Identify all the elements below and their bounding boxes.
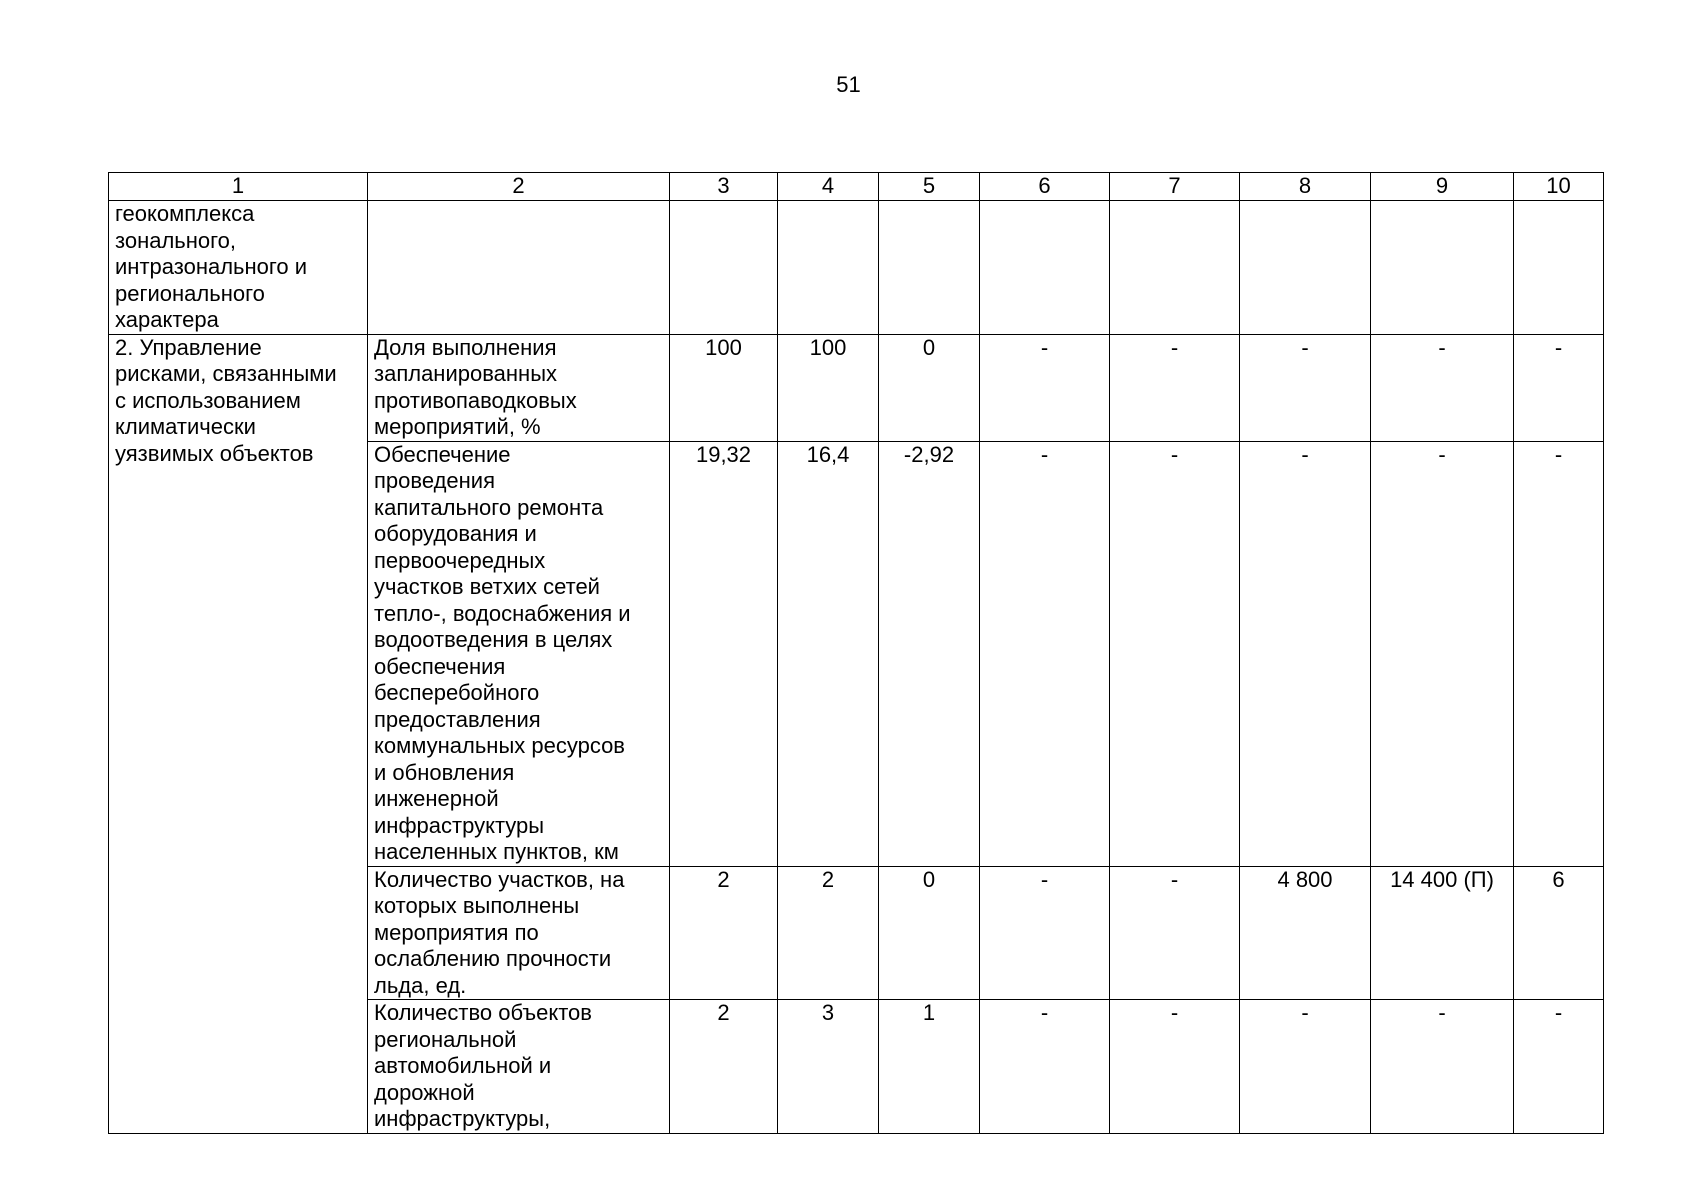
text-line: участков ветхих сетей <box>374 574 600 599</box>
text-line: проведения <box>374 468 495 493</box>
text-line: ослаблению прочности <box>374 946 612 971</box>
text-line: инженерной <box>374 786 499 811</box>
empty-cell <box>1110 201 1240 335</box>
text-line: автомобильной и <box>374 1053 552 1078</box>
text-line: противопаводковых <box>374 387 577 413</box>
value-cell: - <box>1240 334 1371 441</box>
text-line: климатически <box>115 414 256 439</box>
column-number-row <box>109 173 1604 201</box>
value-cell: - <box>1371 441 1514 866</box>
text-line: зонального, <box>115 227 237 253</box>
column-header: 2 <box>368 173 670 201</box>
page-number: 51 <box>836 72 861 97</box>
text-line: мероприятия по <box>374 919 539 945</box>
text-line: регионального <box>115 280 265 306</box>
value-cell: 16,4 <box>778 441 879 866</box>
text-line: капитального ремонта <box>374 494 604 520</box>
column-header: 4 <box>778 173 879 201</box>
value-cell: - <box>1514 441 1604 866</box>
empty-cell <box>879 201 980 335</box>
text-line: с использованием <box>115 387 301 413</box>
column-header: 5 <box>879 173 980 201</box>
value-cell: 2 <box>670 866 778 1000</box>
value-cell: - <box>1110 334 1240 441</box>
value-cell: 19,32 <box>670 441 778 866</box>
column-header: 6 <box>980 173 1110 201</box>
text-line: и обновления <box>374 759 515 785</box>
value-cell: - <box>980 441 1110 866</box>
column-header: 3 <box>670 173 778 201</box>
column-header: 1 <box>109 173 368 201</box>
value-cell: - <box>1371 334 1514 441</box>
value-cell: 1 <box>879 1000 980 1134</box>
value-cell: 2 <box>778 866 879 1000</box>
value-cell: 0 <box>879 334 980 441</box>
empty-cell <box>670 201 778 335</box>
text-line: инфраструктуры, <box>374 1106 551 1131</box>
indicators-table <box>108 172 1604 1134</box>
continued-goal-cell <box>109 201 368 335</box>
text-line: предоставления <box>374 706 541 732</box>
text-line: Доля выполнения <box>374 334 557 360</box>
text-line: водоотведения в целях <box>374 627 613 652</box>
empty-cell <box>778 201 879 335</box>
value-cell: - <box>1110 1000 1240 1134</box>
value-cell: - <box>1110 441 1240 866</box>
indicator-cell <box>368 441 670 866</box>
value-cell: 3 <box>778 1000 879 1134</box>
text-line: обеспечения <box>374 653 506 679</box>
section-title-cell <box>109 334 368 1133</box>
value-cell: -2,92 <box>879 441 980 866</box>
text-line: интразонального и <box>115 254 308 279</box>
value-cell: 6 <box>1514 866 1604 1000</box>
value-cell: - <box>980 334 1110 441</box>
table-row <box>109 334 1604 441</box>
text-line: дорожной <box>374 1079 475 1105</box>
text-line: которых выполнены <box>374 893 580 918</box>
indicator-cell <box>368 866 670 1000</box>
column-header: 7 <box>1110 173 1240 201</box>
text-line: бесперебойного <box>374 680 540 705</box>
text-line: коммунальных ресурсов <box>374 733 625 758</box>
text-line: мероприятий, % <box>374 414 541 439</box>
value-cell: - <box>980 1000 1110 1134</box>
text-line: тепло-, водоснабжения и <box>374 600 631 626</box>
value-cell: 0 <box>879 866 980 1000</box>
text-line: 2. Управление <box>115 334 262 360</box>
text-line: Количество объектов <box>374 1000 592 1025</box>
text-line: Количество участков, на <box>374 866 625 892</box>
text-line: региональной <box>374 1026 517 1052</box>
column-header: 9 <box>1371 173 1514 201</box>
value-cell: 100 <box>778 334 879 441</box>
value-cell: - <box>1240 441 1371 866</box>
indicator-cell <box>368 1000 670 1134</box>
text-line: Обеспечение <box>374 441 511 467</box>
text-line: рисками, связанными <box>115 361 337 386</box>
value-cell: 4 800 <box>1240 866 1371 1000</box>
text-line: уязвимых объектов <box>115 440 314 466</box>
empty-cell <box>1371 201 1514 335</box>
text-line: характера <box>115 307 219 332</box>
text-line: оборудования и <box>374 521 537 546</box>
value-cell: 14 400 (П) <box>1371 866 1514 1000</box>
text-line: геокомплекса <box>115 201 255 226</box>
value-cell: - <box>1371 1000 1514 1134</box>
empty-cell <box>1240 201 1371 335</box>
text-line: льда, ед. <box>374 972 467 998</box>
value-cell: 100 <box>670 334 778 441</box>
value-cell: 2 <box>670 1000 778 1134</box>
value-cell: - <box>1514 1000 1604 1134</box>
value-cell: - <box>980 866 1110 1000</box>
indicator-cell <box>368 334 670 441</box>
empty-cell <box>1514 201 1604 335</box>
continuation-row <box>109 201 1604 335</box>
text-line: населенных пунктов, км <box>374 839 619 864</box>
empty-cell <box>368 201 670 335</box>
value-cell: - <box>1110 866 1240 1000</box>
value-cell: - <box>1514 334 1604 441</box>
column-header: 10 <box>1514 173 1604 201</box>
column-header: 8 <box>1240 173 1371 201</box>
text-line: запланированных <box>374 361 558 386</box>
empty-cell <box>980 201 1110 335</box>
value-cell: - <box>1240 1000 1371 1134</box>
text-line: инфраструктуры <box>374 812 545 838</box>
text-line: первоочередных <box>374 547 546 573</box>
